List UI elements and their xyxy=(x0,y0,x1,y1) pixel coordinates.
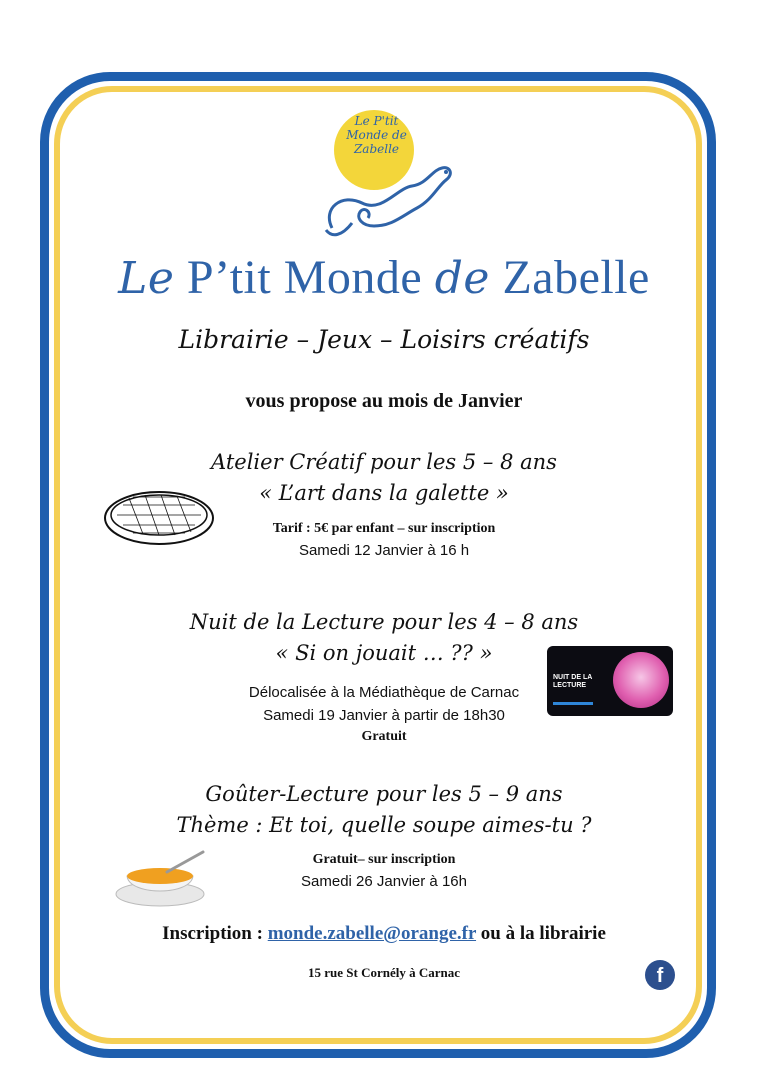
logo-line1: Le P'tit xyxy=(354,114,399,128)
logo-line3: Zabelle xyxy=(353,142,400,156)
intro-text: vous propose au mois de Janvier xyxy=(245,390,523,412)
event3-subtitle: Thème : Et toi, quelle soupe aimes-tu ? xyxy=(176,813,592,837)
event2-price: Gratuit xyxy=(361,729,407,744)
badge-title: NUIT DE LA LECTURE xyxy=(553,674,593,689)
soup-bowl-icon xyxy=(115,848,210,913)
email-link[interactable]: monde.zabelle@orange.fr xyxy=(267,923,477,944)
brand-title xyxy=(0,250,768,305)
signup-prefix: Inscription : xyxy=(162,923,263,944)
logo-line2: Monde de xyxy=(346,128,407,142)
tagline: Librairie – Jeux – Loisirs créatifs xyxy=(178,325,590,354)
facebook-icon[interactable]: f xyxy=(645,960,675,990)
nuit-lecture-badge xyxy=(547,646,673,716)
event3-date: Samedi 26 Janvier à 16h xyxy=(301,873,467,890)
event1-subtitle: « L’art dans la galette » xyxy=(259,481,509,505)
event2-location: Délocalisée à la Médiathèque de Carnac xyxy=(248,684,520,701)
event2-date: Samedi 19 Janvier à partir de 18h30 xyxy=(263,707,505,724)
brand-part2: P’tit Monde xyxy=(186,251,423,304)
address: 15 rue St Cornély à Carnac xyxy=(307,965,460,980)
signup-suffix: ou à la librairie xyxy=(480,923,606,944)
event2-title: Nuit de la Lecture pour les 4 – 8 ans xyxy=(189,610,579,634)
event3-price: Gratuit– sur inscription xyxy=(312,852,456,867)
event1-title: Atelier Créatif pour les 5 – 8 ans xyxy=(211,450,557,474)
event1-date: Samedi 12 Janvier à 16 h xyxy=(298,542,470,559)
event3-title: Goûter-Lecture pour les 5 – 9 ans xyxy=(205,782,563,806)
logo xyxy=(312,108,462,253)
signup-line xyxy=(0,923,768,945)
moon-icon xyxy=(613,652,669,708)
event1-price: Tarif : 5€ par enfant – sur inscription xyxy=(272,521,496,536)
galette-icon xyxy=(103,488,215,553)
event2-subtitle: « Si on jouait … ?? » xyxy=(275,641,493,665)
badge-bar xyxy=(553,702,593,705)
brand-part3: de xyxy=(434,253,490,304)
brand-part1: Le xyxy=(118,253,175,304)
brand-part4: Zabelle xyxy=(502,251,650,304)
